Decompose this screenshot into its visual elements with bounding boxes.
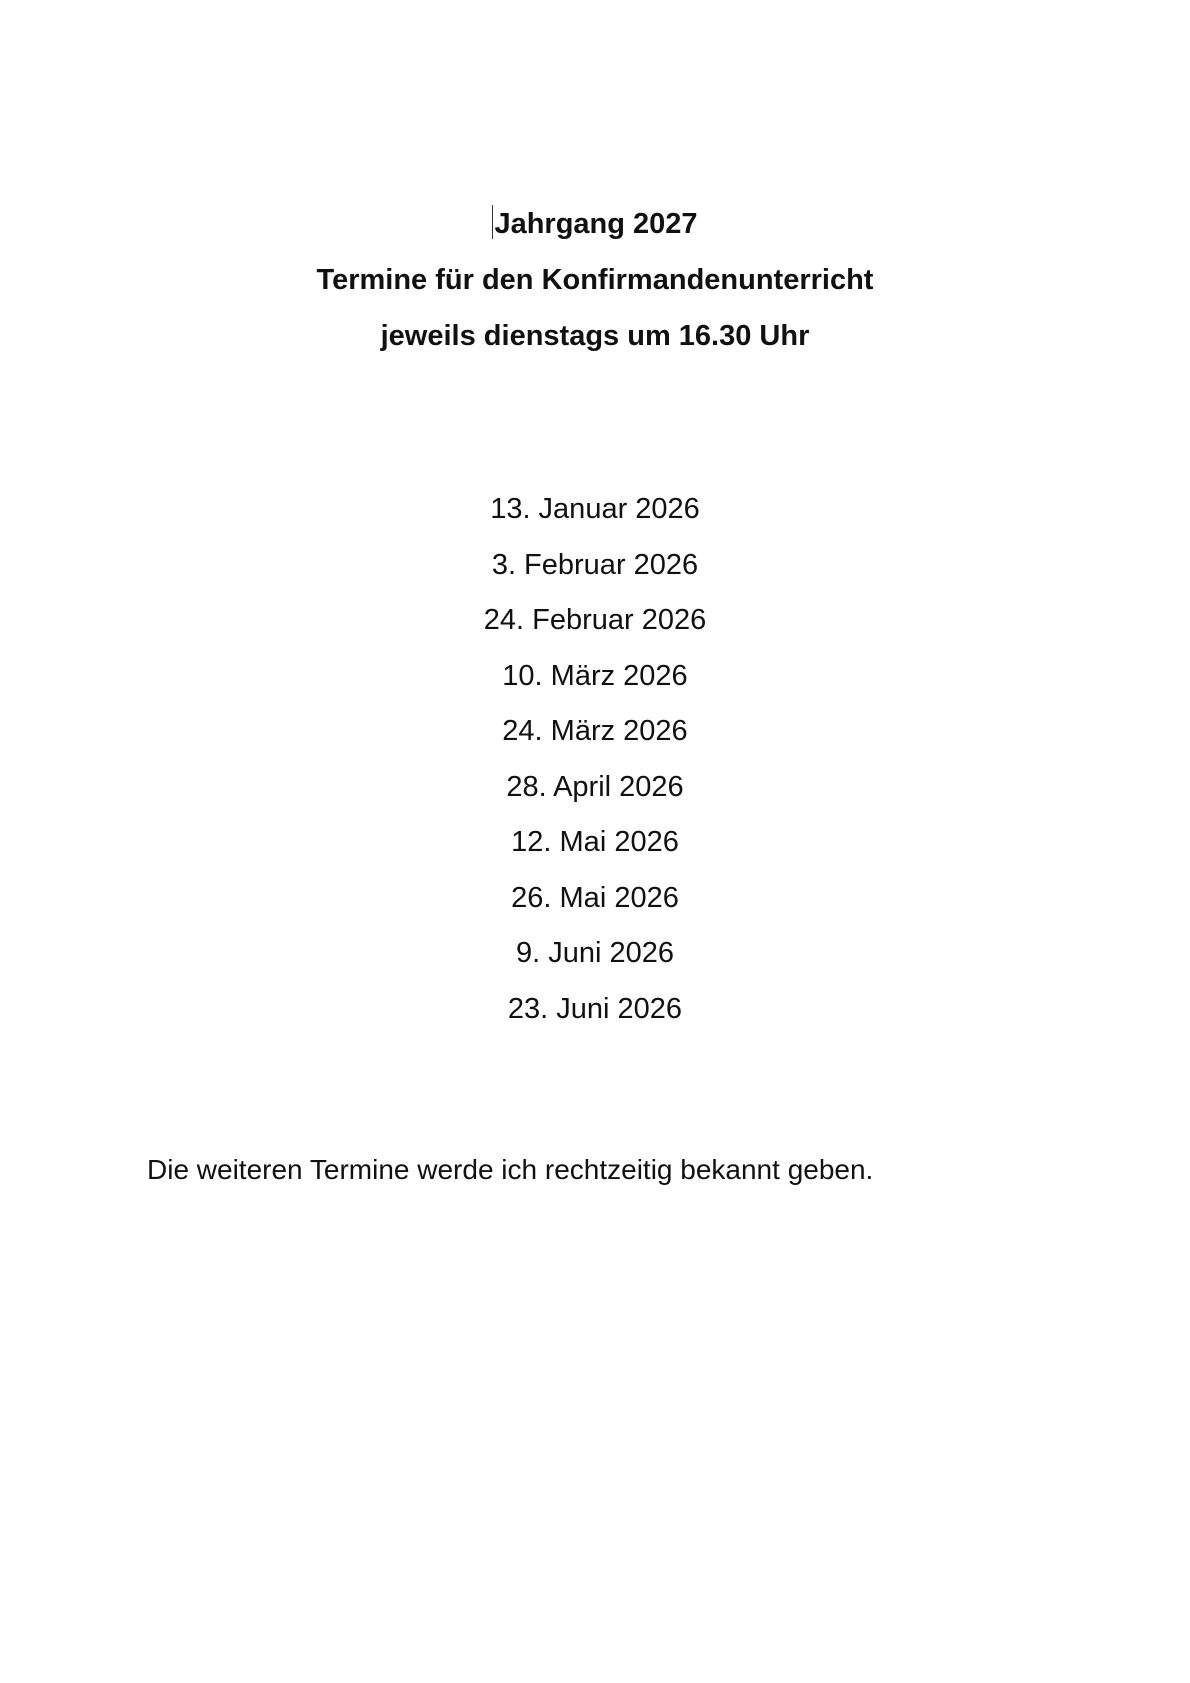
date-list — [0, 482, 1190, 1037]
date-item: 13. Januar 2026 — [490, 493, 700, 525]
heading-block — [0, 196, 1190, 364]
date-item: 12. Mai 2026 — [511, 826, 679, 858]
footer-note: Die weiteren Termine werde ich rechtzeitig bekannt geben. — [147, 1154, 874, 1185]
date-item: 23. Juni 2026 — [507, 992, 683, 1025]
date-item: 9. Juni 2026 — [515, 937, 674, 969]
date-item: 24. Februar 2026 — [483, 604, 707, 636]
date-item: 3. Februar 2026 — [491, 548, 699, 581]
date-item: 10. März 2026 — [502, 659, 688, 692]
heading-year-line — [0, 196, 1190, 252]
date-item: 28. April 2026 — [506, 770, 684, 803]
date-item: 24. März 2026 — [502, 715, 688, 747]
heading-time-line: jeweils dienstags um 16.30 Uhr — [380, 320, 810, 352]
heading-title-line: Termine für den Konfirmandenunterricht — [316, 264, 874, 296]
date-item: 26. Mai 2026 — [511, 881, 679, 914]
heading-year-text: Jahrgang 2027 — [494, 208, 698, 240]
